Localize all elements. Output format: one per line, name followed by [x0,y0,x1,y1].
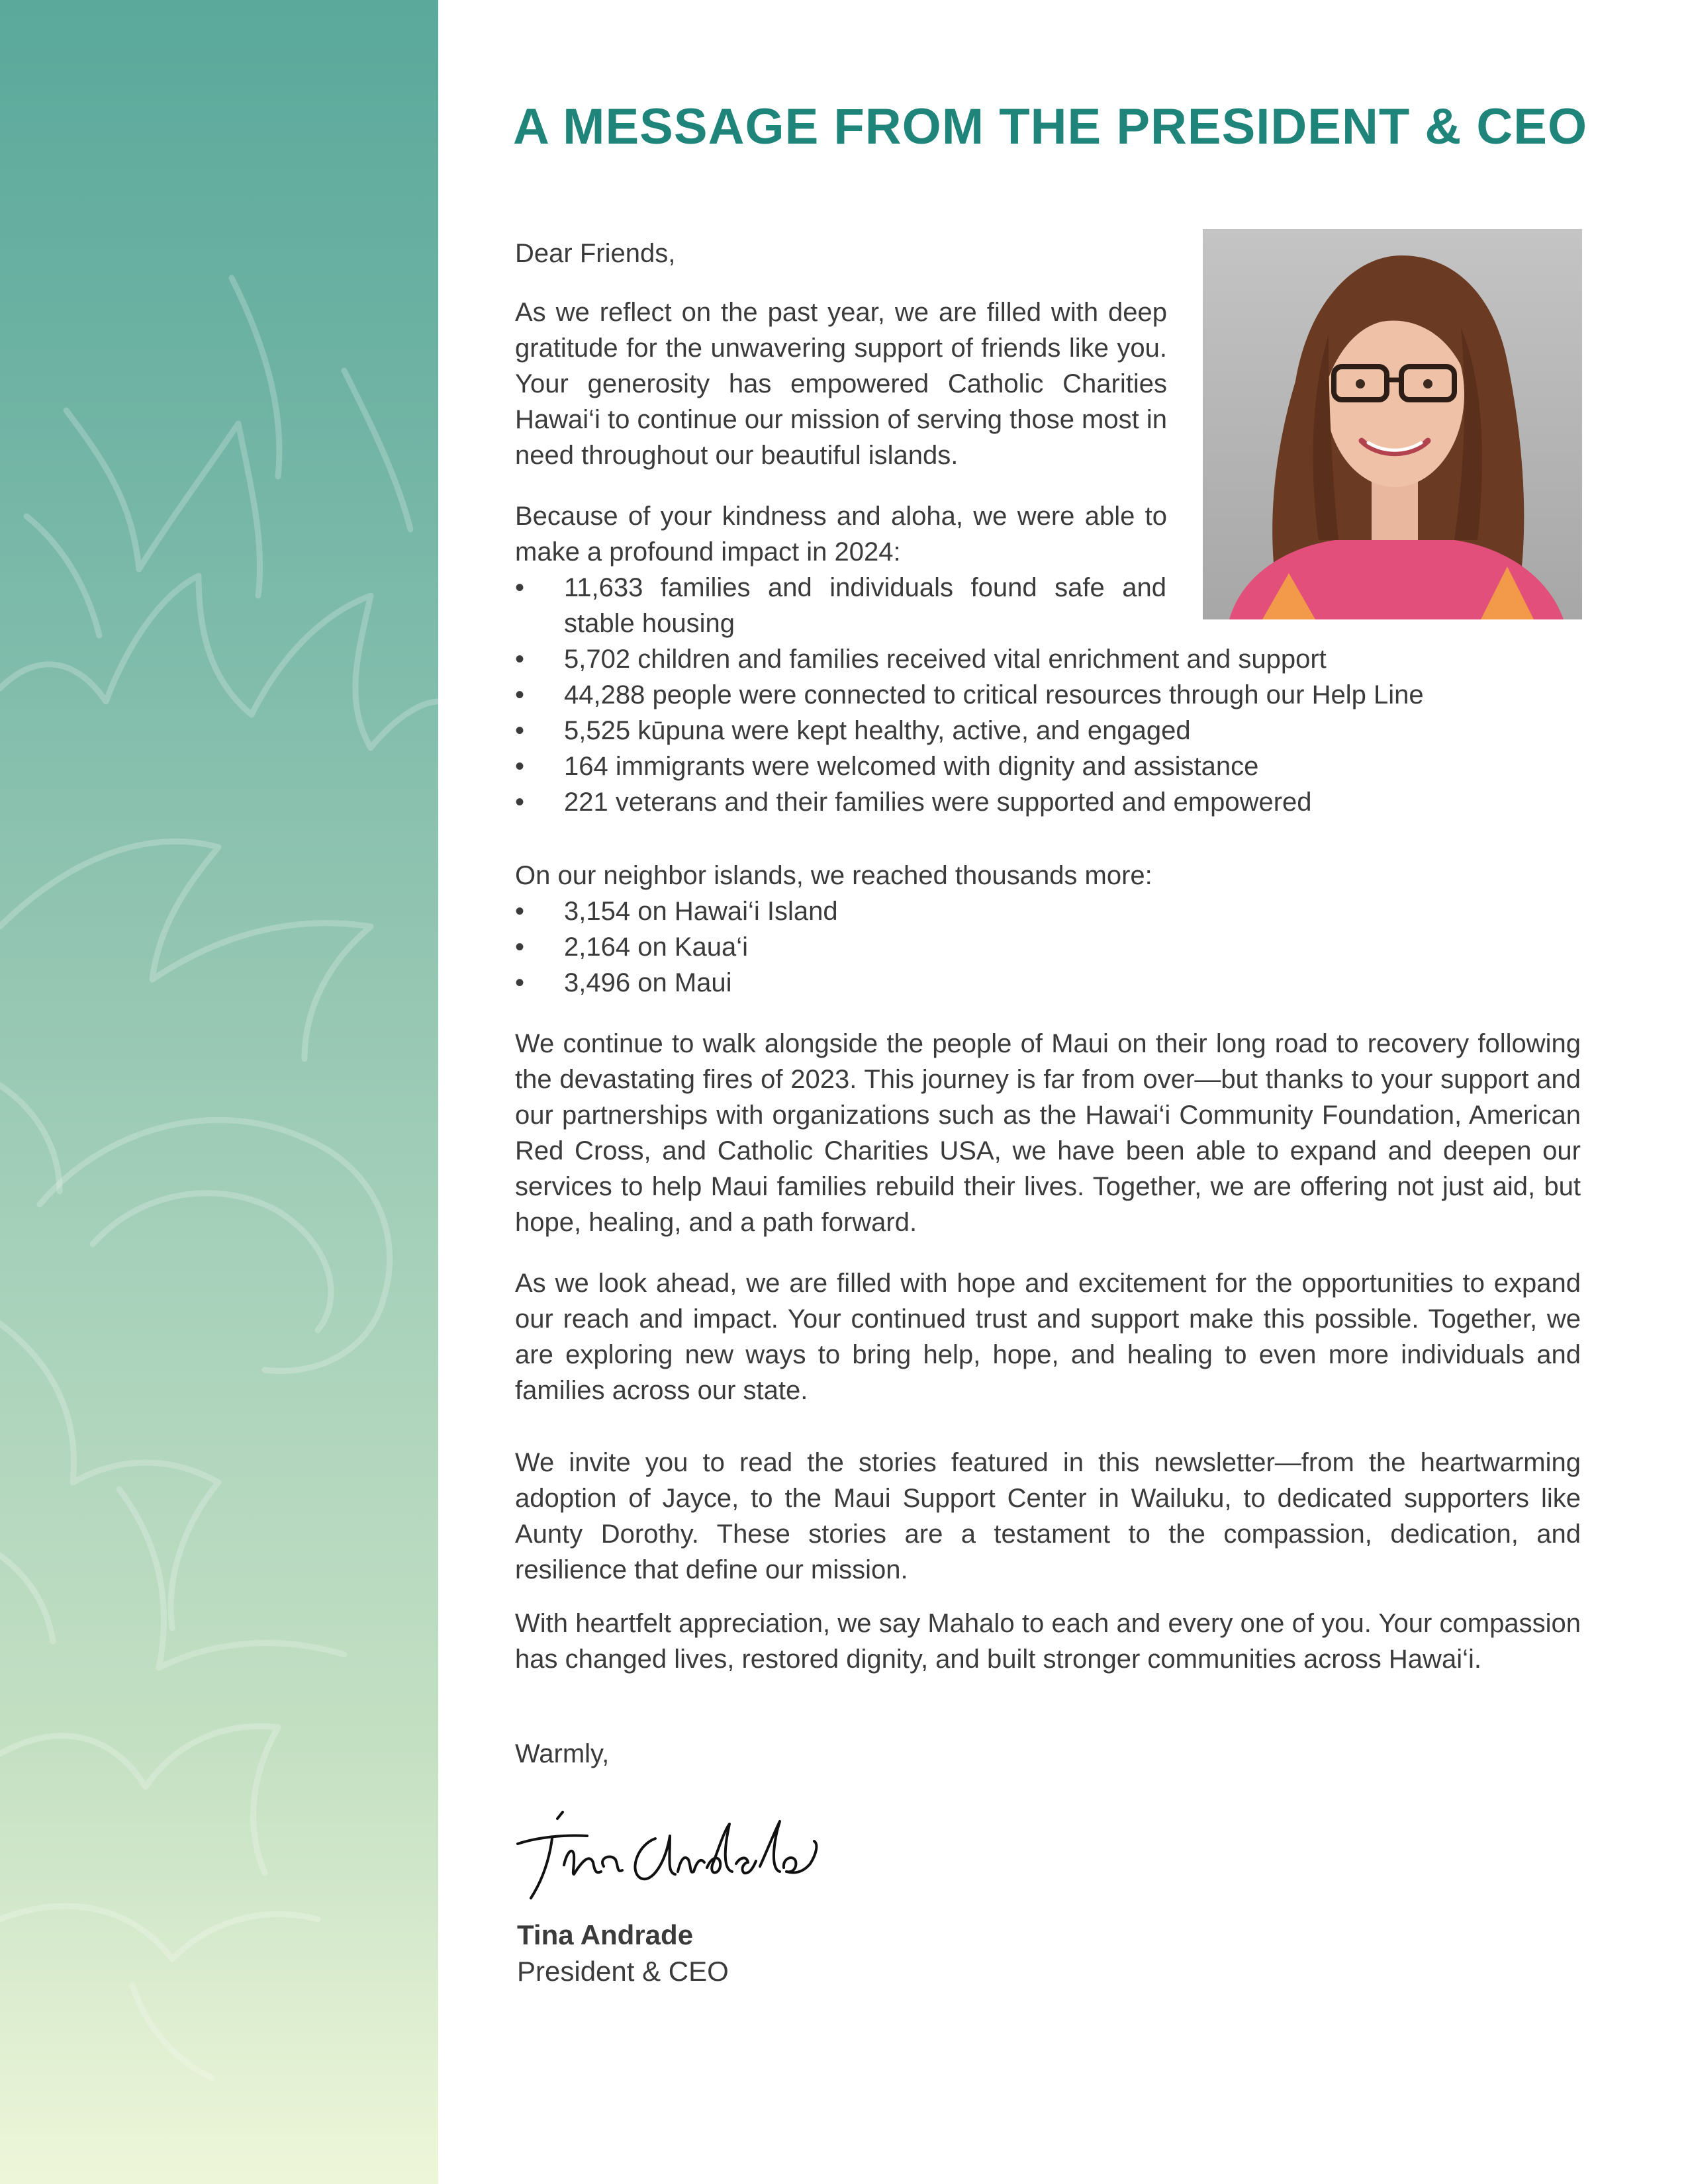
impact-list-item: • 44,288 people were connected to critical resources through our Help Line [515,677,1581,713]
impact-list-item: • 5,702 children and families received vital enrichment and support [515,641,1581,677]
island-list-item: • 3,496 on Maui [515,965,838,1001]
impact-list-item: • 221 veterans and their families were supported and empowered [515,784,1581,820]
salutation: Dear Friends, [515,239,676,268]
island-list-item: • 3,154 on Hawai‘i Island [515,893,838,929]
impact-list-item: • 11,633 families and individuals found safe and stable housing [515,570,1166,641]
signer-name: Tina Andrade [517,1919,694,1950]
letter-paragraph: We invite you to read the stories featured in this newsletter—from the heartwarming adoption of Jayce, to the Maui Support Center in Wailuku, to dedicated supporters like Aunty Dorothy. These stories are a testament to the compassion, dedication, and resilience that define our mission. [515,1448,1581,1584]
impact-list-item: • 5,525 kūpuna were kept healthy, active, and engaged [515,713,1581,749]
letter-paragraph: We continue to walk alongside the people of Maui on their long road to recovery following the devastating fires of 2023. This journey is far from over—but thanks to your support and our partnerships with organizations such as the Hawai‘i Community Foundation, American Red Cross, and Catholic Charities USA, we have been able to expand and deepen our services to help Maui families rebuild their lives. Together, we are offering not just aid, but hope, healing, and a path forward. [515,1029,1581,1237]
letter-paragraph: Because of your kindness and aloha, we were able to make a profound impact in 2024: [515,502,1167,567]
letter-paragraph: As we reflect on the past year, we are filled with deep gratitude for the unwavering support of friends like you. Your generosity has empowered Catholic Charities Hawai‘i to continue our mission of serving those most in need throughout our beautiful islands. [515,298,1167,470]
page-title: A MESSAGE FROM THE PRESIDENT & CEO [513,99,1588,155]
signer-title: President & CEO [517,1956,729,1987]
island-list [515,893,838,1001]
handwritten-signature [511,1805,855,1911]
floral-pattern-icon [0,0,438,2184]
letter-paragraph: With heartfelt appreciation, we say Mahalo to each and every one of you. Your compassion has changed lives, restored dignity, and built stronger communities across Hawai‘i. [515,1609,1581,1674]
island-list-item: • 2,164 on Kaua‘i [515,929,838,965]
neighbor-islands-intro: On our neighbor islands, we reached thousands more: [515,861,1152,890]
impact-list [515,570,1581,820]
portrait-icon [1203,229,1582,619]
impact-list-item: • 164 immigrants were welcomed with dignity and assistance [515,749,1581,784]
closing: Warmly, [515,1739,610,1768]
ceo-portrait-photo [1203,229,1582,619]
letter-paragraph: As we look ahead, we are filled with hope and excitement for the opportunities to expand our reach and impact. Your continued trust and support make this possible. Together, we are exploring new ways to bring help, hope, and healing to even more individuals and families across our state. [515,1269,1581,1405]
decorative-sidebar [0,0,438,2184]
